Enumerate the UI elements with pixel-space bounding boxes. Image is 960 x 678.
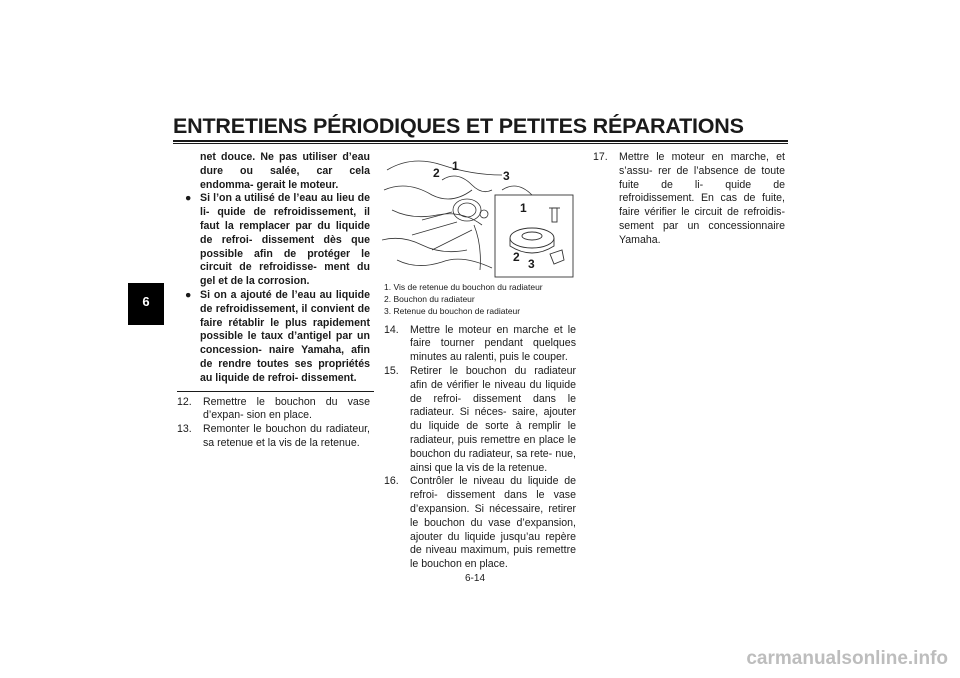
chapter-tab: 6 xyxy=(128,283,164,325)
warning-separator xyxy=(177,391,374,392)
right-column xyxy=(593,151,785,248)
step-item: 12. Remettre le bouchon du vase d’expan- sion en place. xyxy=(177,395,370,422)
warning-bullet: ● Si l’on a utilisé de l’eau au lieu de li- quide de refroidissement, il faut la remplacer par du liquide de refroi- dissement dès que possible afin de protéger le circuit de refroidisse- ment du gel et de la corrosion. xyxy=(185,192,370,288)
left-column xyxy=(177,151,370,451)
page-number: 6-14 xyxy=(465,573,486,584)
step-item: 15. Retirer le bouchon du radiateur afin de vérifier le niveau du liquide de refroi- dissement dans le radiateur. Si néces- saire, ajouter du liquide de sorte à remplir le radiateur, puis remettre en place le bouchon du radiateur, sa rete- nue, ainsi que la vis de la retenue. xyxy=(384,365,576,474)
warning-continued: net douce. Ne pas utiliser d’eau dure ou salée, car cela endomma- gerait le moteur. xyxy=(200,151,370,191)
callout-label: 3 xyxy=(503,169,510,183)
page-title: ENTRETIENS PÉRIODIQUES ET PETITES RÉPARATIONS xyxy=(173,114,744,138)
watermark: carmanualsonline.info xyxy=(746,648,948,669)
middle-column xyxy=(384,281,576,572)
warning-bullet: ● Si on a ajouté de l’eau au liquide de refroidissement, il convient de faire rétablir le plus rapidement possible le taux d’antigel par un concession- naire Yamaha, afin de rendre toutes ses propriétés au liquide de refroi- dissement. xyxy=(185,288,370,384)
callout-label: 2 xyxy=(433,166,440,180)
callout-label: 1 xyxy=(452,159,459,173)
title-rule xyxy=(173,140,788,142)
step-item: 16. Contrôler le niveau du liquide de refroi- dissement dans le vase d’expansion. Si nécessaire, retirer le bouchon du vase d’expansion, ajouter du liquide jusqu’au repère de niveau maximum, puis remettre le bouchon en place. xyxy=(384,475,576,571)
step-item: 17. Mettre le moteur en marche, et s’assu- rer de l’absence de toute fuite de li- quide de refroidissement. En cas de fuite, faire vérifier le circuit de refroidis- sement par un concessionnaire Yamaha. xyxy=(593,151,785,246)
callout-label: 3 xyxy=(528,257,535,271)
step-item: 13. Remonter le bouchon du radiateur, sa retenue et la vis de la retenue. xyxy=(177,423,370,449)
step-item: 14. Mettre le moteur en marche et le faire tourner pendant quelques minutes au ralenti, puis le couper. xyxy=(384,323,576,364)
figure-caption: 1. Vis de retenue du bouchon du radiateur 2. Bouchon du radiateur 3. Retenue du bouchon de radiateur xyxy=(384,282,543,317)
bullet-icon: ● xyxy=(185,288,192,301)
callout-label: 2 xyxy=(513,250,520,264)
bullet-icon: ● xyxy=(185,192,192,205)
callout-label: 1 xyxy=(520,201,527,215)
radiator-cap-figure xyxy=(382,150,579,279)
warning-block xyxy=(185,151,370,386)
title-rule-thin xyxy=(173,143,788,144)
